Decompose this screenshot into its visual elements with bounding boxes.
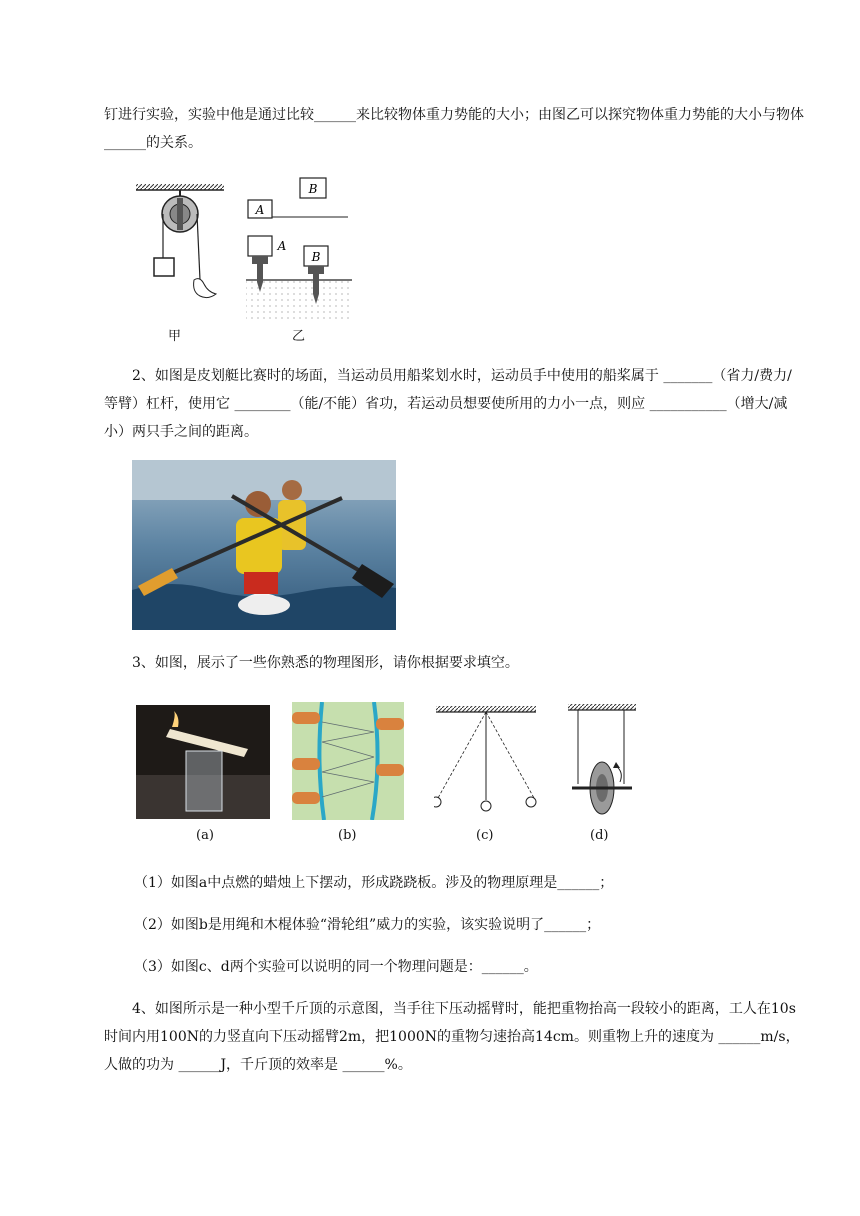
- caption-a: (a): [196, 828, 214, 843]
- figure-d-maxwell-wheel: [566, 702, 638, 818]
- block-a-label: A: [255, 203, 265, 217]
- sand-ground: [246, 280, 352, 320]
- block-b-label: B: [308, 182, 318, 196]
- fig1-label-yi: 乙: [292, 329, 306, 344]
- hand-icon: [292, 712, 320, 724]
- kayak-photo: [132, 460, 396, 630]
- question-3-sub-3: （3）如图c、d两个实验可以说明的同一个物理问题是：______。: [134, 959, 538, 975]
- figure-b-rope-sticks: [292, 702, 404, 820]
- glass-cup: [186, 751, 222, 811]
- figure-1-pulley-nails: [130, 172, 360, 342]
- fig1-label-jia: 甲: [168, 329, 182, 344]
- block-a-label-2: A: [277, 239, 287, 253]
- caption-b: (b): [338, 828, 357, 843]
- hand-icon: [194, 279, 216, 298]
- question-4: 4、如图所示是一种小型千斤顶的示意图，当手往下压动摇臂时，能把重物抬高一段较小的距离，工人在10s时间内用100N的力竖直向下压动摇臂2m，把1000N的重物匀速抬高14cm。则重物上升的速度为 ______m/s，人做的功为 ______J，千斤顶的效率是 ______%。: [104, 1001, 800, 1073]
- pendulum-bob: [481, 801, 491, 811]
- question-3: 3、如图，展示了一些你熟悉的物理图形，请你根据要求填空。: [132, 655, 519, 671]
- question-3-sub-1: （1）如图a中点燃的蜡烛上下摆动，形成跷跷板。涉及的物理原理是______；: [134, 875, 614, 891]
- intro-paragraph: 钉进行实验，实验中他是通过比较______来比较物体重力势能的大小；由图乙可以探究物体重力势能的大小与物体______的关系。: [104, 107, 804, 151]
- ceiling-hatch: [136, 184, 224, 190]
- block-a-on-nail: [248, 236, 272, 256]
- block-b-label-2: B: [311, 250, 321, 264]
- caption-c: (c): [476, 828, 494, 843]
- caption-d: (d): [590, 828, 609, 843]
- figure-c-pendulum: [434, 704, 538, 816]
- question-2: 2、如图是皮划艇比赛时的场面，当运动员用船桨划水时，运动员手中使用的船桨属于 _______（省力/费力/等臂）杠杆，使用它 ________（能/不能）省功，若运动员想要使所用的力小一点，则应 ___________（增大/减小）两只手之间的距离。: [104, 368, 792, 440]
- question-3-sub-2: （2）如图b是用绳和木棍体验“滑轮组”威力的实验，该实验说明了______；: [134, 917, 601, 933]
- rotation-arrow-icon: [616, 766, 621, 782]
- figure-a-candle-seesaw: [136, 705, 270, 819]
- hanging-weight: [154, 258, 174, 276]
